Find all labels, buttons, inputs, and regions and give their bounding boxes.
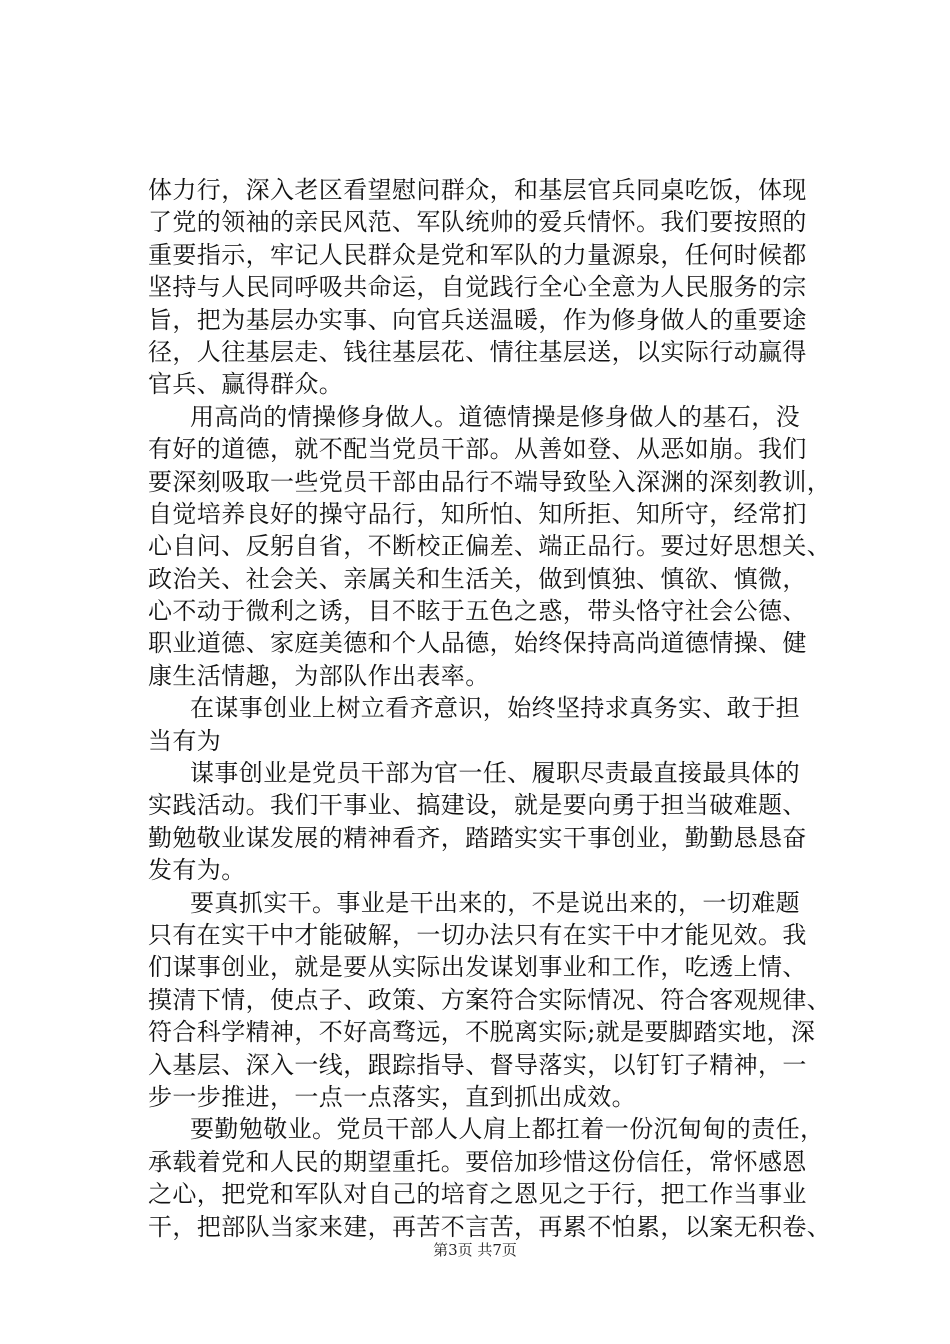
text-line: 发有为。	[148, 856, 246, 885]
text-line: 官兵、赢得群众。	[148, 370, 344, 399]
text-line: 实践活动。我们干事业、搞建设，就是要向勇于担当破难题、	[148, 791, 807, 820]
text-line: 有好的道德，就不配当党员干部。从善如登、从恶如崩。我们	[148, 435, 807, 464]
text-line: 入基层、深入一线，跟踪指导、督导落实，以钉钉子精神，一	[148, 1050, 807, 1079]
text-line: 职业道德、家庭美德和个人品德，始终保持高尚道德情操、健	[148, 629, 807, 658]
section-heading-line: 在谋事创业上树立看齐意识，始终坚持求真务实、敢于担	[190, 694, 800, 723]
text-line: 要深刻吸取一些党员干部由品行不端导致坠入深渊的深刻教训，	[148, 467, 832, 496]
paragraph-start-line: 谋事创业是党员干部为官一任、履职尽责最直接最具体的	[190, 759, 800, 788]
text-line: 坚持与人民同呼吸共命运，自觉践行全心全意为人民服务的宗	[148, 273, 807, 302]
text-line: 们谋事创业，就是要从实际出发谋划事业和工作，吃透上情、	[148, 953, 807, 982]
text-line: 之心，把党和军队对自己的培育之恩见之于行，把工作当事业	[148, 1180, 807, 1209]
text-line: 心不动于微利之诱，目不眩于五色之惑，带头恪守社会公德、	[148, 597, 807, 626]
text-line: 步一步推进，一点一点落实，直到抓出成效。	[148, 1082, 636, 1111]
text-line: 径，人往基层走、钱往基层花、情往基层送，以实际行动赢得	[148, 337, 807, 366]
text-line: 康生活情趣，为部队作出表率。	[148, 661, 490, 690]
text-line: 承载着党和人民的期望重托。要倍加珍惜这份信任，常怀感恩	[148, 1147, 807, 1176]
text-line: 摸清下情，使点子、政策、方案符合实际情况、符合客观规律、	[148, 985, 832, 1014]
text-line: 干，把部队当家来建，再苦不言苦，再累不怕累，以案无积卷、	[148, 1212, 832, 1241]
text-line: 心自问、反躬自省，不断校正偏差、端正品行。要过好思想关、	[148, 532, 832, 561]
text-line: 旨，把为基层办实事、向官兵送温暖，作为修身做人的重要途	[148, 305, 807, 334]
document-body	[148, 174, 838, 1243]
text-line: 政治关、社会关、亲属关和生活关，做到慎独、慎欲、慎微，	[148, 564, 807, 593]
paragraph-heading-line: 要勤勉敬业。党员干部人人肩上都扛着一份沉甸甸的责任，	[190, 1115, 825, 1144]
page-number-footer: 第3页 共7页	[433, 1241, 517, 1259]
section-heading-line: 当有为	[148, 726, 222, 755]
text-line: 了党的领袖的亲民风范、军队统帅的爱兵情怀。我们要按照的	[148, 208, 807, 237]
text-line: 体力行，深入老区看望慰问群众，和基层官兵同桌吃饭，体现	[148, 176, 807, 204]
text-line: 只有在实干中才能破解，一切办法只有在实干中才能见效。我	[148, 920, 807, 949]
text-line: 符合科学精神，不好高骛远，不脱离实际;就是要脚踏实地，深	[148, 1018, 816, 1047]
text-line: 勤勉敬业谋发展的精神看齐，踏踏实实干事创业，勤勤恳恳奋	[148, 823, 807, 852]
paragraph-heading-line: 用高尚的情操修身做人。道德情操是修身做人的基石，没	[190, 402, 800, 431]
paragraph-heading-line: 要真抓实干。事业是干出来的，不是说出来的，一切难题	[190, 888, 800, 917]
text-line: 自觉培养良好的操守品行，知所怕、知所拒、知所守，经常扪	[148, 499, 807, 528]
text-line: 重要指示，牢记人民群众是党和军队的力量源泉，任何时候都	[148, 240, 807, 269]
